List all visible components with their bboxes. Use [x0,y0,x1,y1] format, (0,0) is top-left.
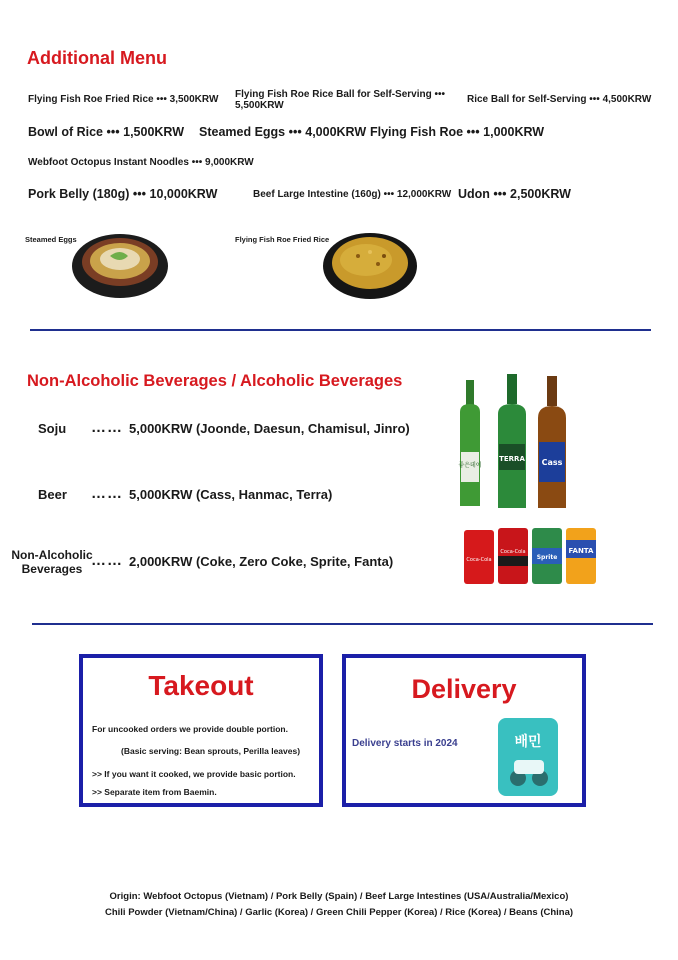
takeout-line: (Basic serving: Bean sprouts, Perilla leaves) [121,746,301,756]
origin-line: Origin: Webfoot Octopus (Vietnam) / Pork Belly (Spain) / Beef Large Intestines (USA/Australia/Mexico) [109,891,569,902]
takeout-title: Takeout [148,670,254,701]
menu-item [253,189,451,200]
can-label-sprite: Sprite [536,554,558,561]
menu-item-separator: ••• [106,125,120,139]
menu-item-name: Webfoot Octopus Instant Noodles [28,157,189,168]
can-label-zero-coke: Coca-Cola [500,549,526,555]
beverage-label-non-alcoholic [10,548,94,576]
leader-dots: …… [91,485,123,502]
menu-item-separator: ••• [383,189,395,200]
menu-item-price: 1,000KRW [483,125,545,139]
menu-item [235,89,445,111]
delivery-text: Delivery starts in 2024 [352,738,458,749]
soft-drink-cans-photo [462,526,598,586]
beverage-label-soju: Soju [38,421,67,436]
steamed-eggs-photo [70,226,172,298]
takeout-line: >> If you want it cooked, we provide basic portion. [92,769,296,779]
beverage-label-beer: Beer [38,487,67,502]
menu-item-name: Pork Belly (180g) [28,187,130,201]
beverage-label-line: Beverages [21,562,83,576]
menu-item [370,125,544,139]
menu-item-price: 12,000KRW [396,189,452,200]
photo-label-fried-rice: Flying Fish Roe Fried Rice [235,235,330,244]
menu-item-separator: ••• [132,187,147,201]
takeout-box [79,654,323,807]
menu-item [467,94,651,105]
menu-item-separator: ••• [156,94,167,105]
baemin-app-icon [496,716,560,798]
menu-item [28,125,184,139]
additional-menu-title: Additional Menu [27,48,167,68]
menu-item-name: Flying Fish Roe Fried Rice [28,94,154,105]
bottle-label-soju: 좋은데이 [458,462,482,469]
can-label-coke: Coca-Cola [466,557,492,563]
menu-item [28,187,217,201]
menu-item-price: 5,500KRW [235,100,284,111]
menu-item-name: Beef Large Intestine (160g) [253,189,381,200]
menu-item [28,157,254,168]
photo-label-steamed-eggs: Steamed Eggs [25,235,77,244]
beverage-label-line: Non-Alcoholic [11,548,93,562]
menu-item-price: 4,500KRW [602,94,652,105]
menu-item-name: Flying Fish Roe [370,125,464,139]
menu-item-separator: ••• [191,157,203,168]
beverage-price-beer: 5,000KRW (Cass, Hanmac, Terra) [129,487,333,502]
menu-item-price: 9,000KRW [205,157,254,168]
menu-item-separator: ••• [493,187,507,201]
can-label-fanta: FANTA [568,547,594,555]
menu-item-price: 4,000KRW [305,125,367,139]
menu-item-price: 3,500KRW [169,94,219,105]
delivery-box [342,654,586,807]
takeout-line: >> Separate item from Baemin. [92,787,217,797]
menu-item-price: 2,500KRW [510,187,571,201]
menu-item-separator: ••• [589,94,600,105]
beverage-price-non-alcoholic: 2,000KRW (Coke, Zero Coke, Sprite, Fanta) [129,554,394,569]
section-divider [30,329,651,331]
baemin-app-label: 배민 [514,734,542,750]
menu-item-price: 1,500KRW [123,125,185,139]
menu-item-separator: ••• [434,89,446,100]
bottle-label-cass: Cass [541,458,563,467]
menu-item-name: Udon [458,187,490,201]
beverage-price-soju: 5,000KRW (Joonde, Daesun, Chamisul, Jinro) [129,421,410,436]
leader-dots: …… [91,552,123,569]
delivery-title: Delivery [411,674,517,704]
menu-item-name: Rice Ball for Self-Serving [467,94,587,105]
menu-item-separator: ••• [466,125,480,139]
menu-item [28,94,218,105]
menu-item [458,187,571,201]
alcohol-bottles-photo [452,372,582,512]
leader-dots: …… [91,419,123,436]
menu-item-name: Bowl of Rice [28,125,104,139]
fried-rice-photo [322,228,420,300]
origin-line: Chili Powder (Vietnam/China) / Garlic (Korea) / Green Chili Pepper (Korea) / Rice (Korea) / Beans (China) [104,907,574,918]
takeout-line: For uncooked orders we provide double portion. [92,724,288,734]
bottle-label-terra: TERRA [499,455,525,463]
menu-item-name: Flying Fish Roe Rice Ball for Self-Serving [235,89,432,100]
menu-item-name: Steamed Eggs [199,125,286,139]
menu-item-price: 10,000KRW [149,187,218,201]
beverages-title: Non-Alcoholic Beverages / Alcoholic Beverages [27,372,403,390]
menu-item [199,125,366,139]
section-divider [32,623,653,625]
menu-item-separator: ••• [288,125,302,139]
